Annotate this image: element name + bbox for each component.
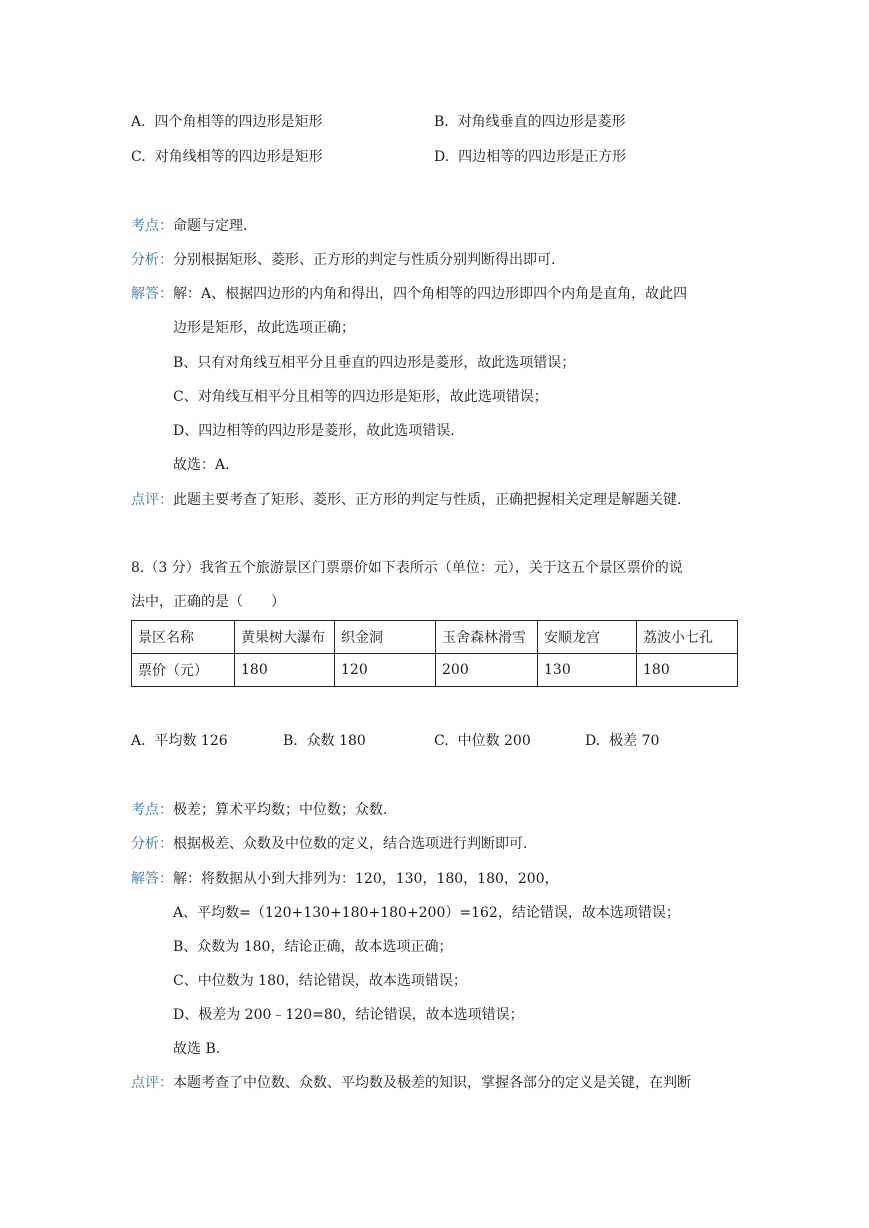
q8-kaodian: 考点：极差；算术平均数；中位数；众数. bbox=[131, 802, 388, 818]
q7-jieda: 解答：解：A、根据四边形的内角和得出，四个角相等的四边形即四个内角是直角，故此四 bbox=[131, 286, 688, 302]
table-row bbox=[132, 654, 738, 687]
table-cell: 票价（元） bbox=[132, 654, 235, 687]
q8-option-d: D. 极差 70 bbox=[585, 733, 660, 749]
kaodian-label: 考点： bbox=[131, 802, 173, 818]
table-cell: 180 bbox=[637, 654, 738, 687]
jieda-label: 解答： bbox=[131, 286, 173, 302]
jieda-label: 解答： bbox=[131, 871, 173, 887]
q7-option-d: D. 四边相等的四边形是正方形 bbox=[434, 149, 627, 165]
q8-jieda-line: B、众数为 180，结论正确，故本选项正确； bbox=[173, 939, 453, 955]
table-cell: 安顺龙宫 bbox=[538, 621, 637, 654]
price-table bbox=[131, 620, 738, 687]
table-cell: 130 bbox=[538, 654, 637, 687]
table-cell: 200 bbox=[436, 654, 538, 687]
q7-jieda-line: C、对角线互相平分且相等的四边形是矩形，故此选项错误； bbox=[173, 389, 548, 405]
q7-jieda-line: 故选：A. bbox=[173, 457, 230, 473]
table-cell: 黄果树大瀑布 bbox=[235, 621, 335, 654]
q7-jieda-line: B、只有对角线互相平分且垂直的四边形是菱形，故此选项错误； bbox=[173, 355, 576, 371]
kaodian-label: 考点： bbox=[131, 218, 173, 234]
q8-question: 8.（3 分）我省五个旅游景区门票票价如下表所示（单位：元），关于这五个景区票价的说 bbox=[131, 560, 683, 576]
q8-fenxi: 分析：根据极差、众数及中位数的定义，结合选项进行判断即可. bbox=[131, 836, 528, 852]
q8-question-cont: 法中，正确的是（ ） bbox=[131, 594, 285, 610]
q8-jieda-line: A、平均数=（120+130+180+180+200）=162，结论错误，故本选项错误； bbox=[173, 905, 680, 921]
table-cell: 180 bbox=[235, 654, 335, 687]
dianping-label: 点评： bbox=[131, 492, 173, 508]
q8-dianping: 点评：本题考查了中位数、众数、平均数及极差的知识，掌握各部分的定义是关键，在判断 bbox=[131, 1075, 691, 1091]
fenxi-label: 分析： bbox=[131, 836, 173, 852]
q7-option-b: B. 对角线垂直的四边形是菱形 bbox=[434, 114, 626, 130]
q7-kaodian: 考点：命题与定理. bbox=[131, 218, 248, 234]
table-cell: 荔波小七孔 bbox=[637, 621, 738, 654]
q8-jieda-line: C、中位数为 180，结论错误，故本选项错误； bbox=[173, 973, 467, 989]
q7-jieda-line: D、四边相等的四边形是菱形，故此选项错误. bbox=[173, 423, 455, 439]
q7-jieda-line: 边形是矩形，故此选项正确； bbox=[173, 320, 355, 336]
q7-option-c: C. 对角线相等的四边形是矩形 bbox=[131, 149, 323, 165]
table-cell: 玉舍森林滑雪 bbox=[436, 621, 538, 654]
q8-option-c: C. 中位数 200 bbox=[434, 733, 531, 749]
table-cell: 织金洞 bbox=[335, 621, 436, 654]
table-cell: 120 bbox=[335, 654, 436, 687]
fenxi-label: 分析： bbox=[131, 252, 173, 268]
q8-option-a: A. 平均数 126 bbox=[131, 733, 228, 749]
q7-fenxi: 分析：分别根据矩形、菱形、正方形的判定与性质分别判断得出即可. bbox=[131, 252, 556, 268]
q7-dianping: 点评：此题主要考查了矩形、菱形、正方形的判定与性质，正确把握相关定理是解题关键. bbox=[131, 492, 682, 508]
table-cell: 景区名称 bbox=[132, 621, 235, 654]
q8-jieda: 解答：解：将数据从小到大排列为：120，130，180，180，200， bbox=[131, 871, 559, 887]
q7-option-a: A. 四个角相等的四边形是矩形 bbox=[131, 114, 323, 130]
q8-option-b: B. 众数 180 bbox=[283, 733, 366, 749]
q8-jieda-line: D、极差为 200﹣120=80，结论错误，故本选项错误； bbox=[173, 1007, 524, 1023]
table-header-row bbox=[132, 621, 738, 654]
dianping-label: 点评： bbox=[131, 1075, 173, 1091]
q8-jieda-line: 故选 B. bbox=[173, 1041, 221, 1057]
